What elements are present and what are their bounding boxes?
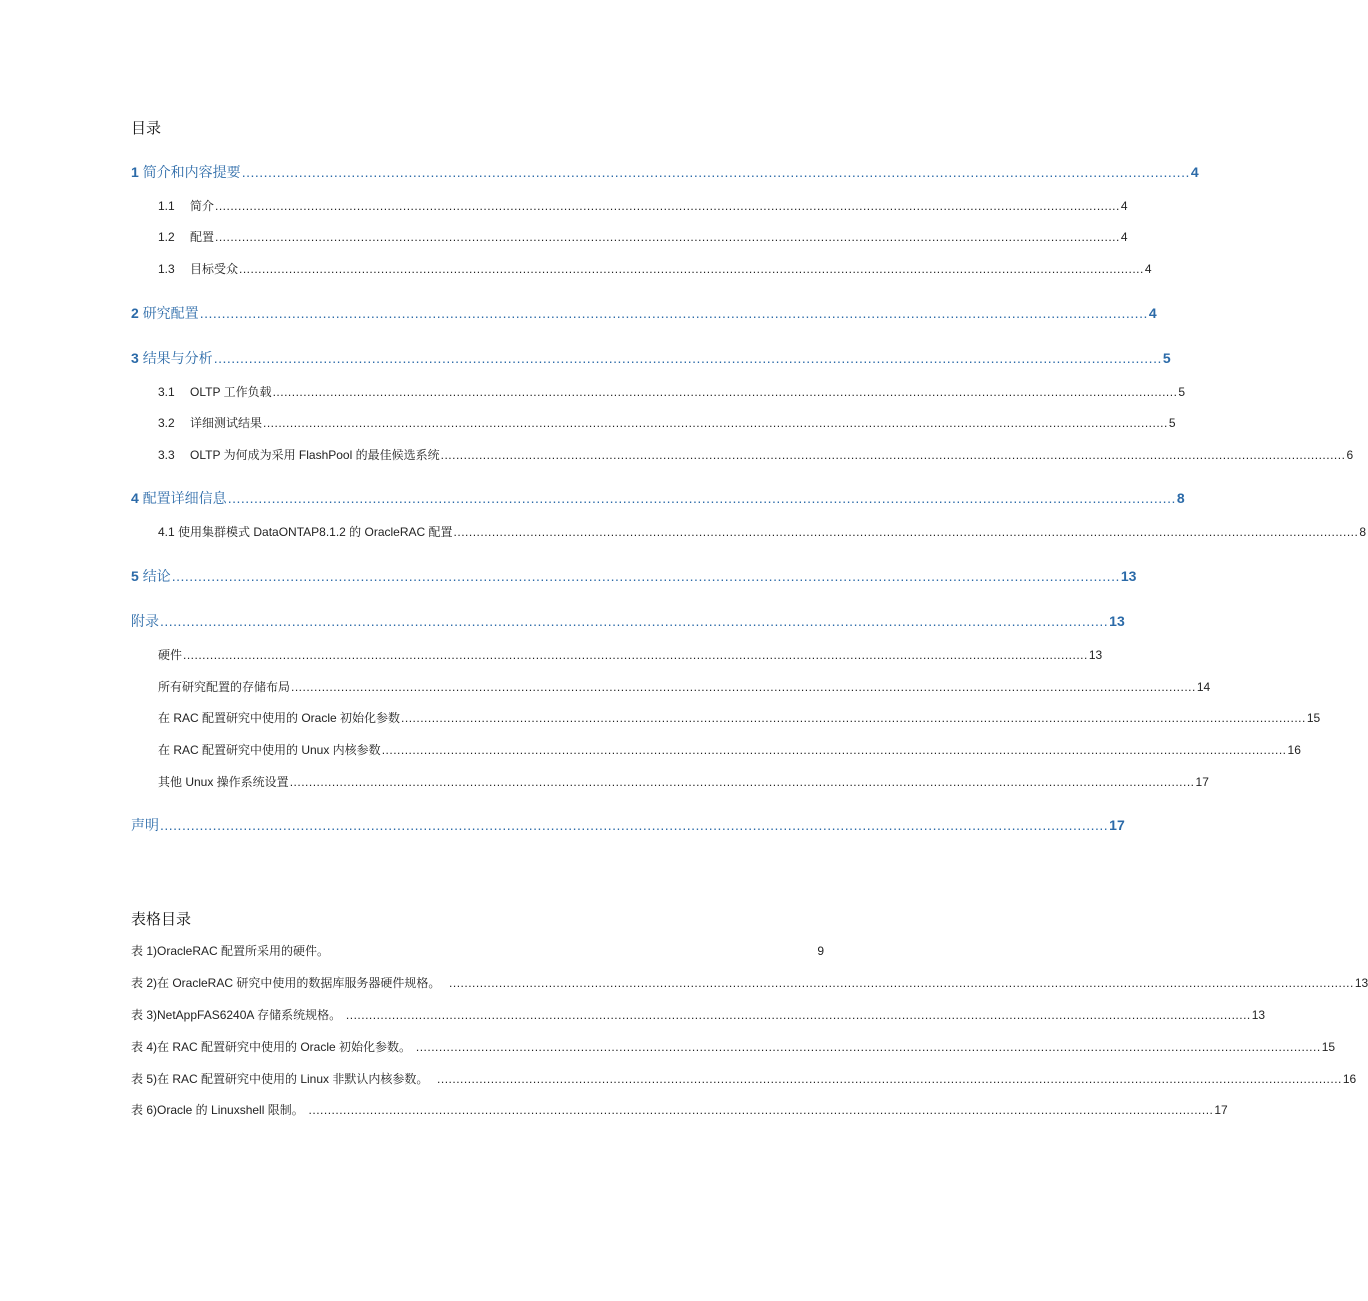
- toc-leader-dots: ........................................................................................................................................................................................................................: [160, 613, 1109, 629]
- toc-leader-dots: ............................................................................................................................................................................................................................................: [412, 1040, 1321, 1054]
- toc-leader-dots: ............................................................................................................................................................................................................................................: [239, 262, 1144, 276]
- toc-entry-label: 5 结论: [131, 568, 171, 584]
- toc-page-number: 5: [1162, 350, 1171, 366]
- toc-leader-dots: ........................................................................................................................................................................................................................: [160, 817, 1109, 833]
- toc-entry-label: 1.1 简介: [158, 199, 215, 213]
- toc-entry-appendix[interactable]: [131, 611, 1125, 631]
- toc-page-number: 13: [1088, 648, 1103, 662]
- toc-entry-1-1[interactable]: [158, 197, 1128, 215]
- toc-entry-appendix-os-settings[interactable]: [158, 773, 1209, 791]
- table-entry-3[interactable]: [131, 1006, 1266, 1024]
- toc-entry-label: 1.2 配置: [158, 230, 215, 244]
- toc-leader-dots: ............................................................................................................................................................................................................................................: [289, 775, 1195, 789]
- toc-entry-label: 声明: [131, 817, 159, 833]
- toc-leader-dots: ............................................................................................................................................................................................................................................: [215, 199, 1120, 213]
- toc-leader-dots: ........................................................................................................................................................................................................................: [171, 568, 1120, 584]
- toc-entry-3-1[interactable]: [158, 383, 1186, 401]
- toc-page-number: 13: [1109, 613, 1125, 629]
- toc-entry-label: 1.3 目标受众: [158, 262, 239, 276]
- toc-entry-label: 3.2 详细测试结果: [158, 416, 263, 430]
- toc-page-number: 5: [1178, 385, 1186, 399]
- table-entry-label: 表 4)在 RAC 配置研究中使用的 Oracle 初始化参数。: [131, 1040, 412, 1054]
- toc-leader-dots: ............................................................................................................................................................................................................................................: [401, 711, 1306, 725]
- toc-page-number: 8: [1359, 525, 1367, 539]
- table-entry-4[interactable]: [131, 1038, 1336, 1056]
- toc-entry-label: 4.1 使用集群模式 DataONTAP8.1.2 的 OracleRAC 配置: [158, 525, 453, 539]
- toc-leader-dots: ............................................................................................................................................................................................................................................: [453, 525, 1359, 539]
- toc-leader-dots: ........................................................................................................................................................................................................................: [227, 490, 1176, 506]
- toc-leader-dots: ........................................................................................................................................................................................................................: [213, 350, 1162, 366]
- toc-entry-label: 硬件: [158, 648, 183, 662]
- toc-page-number: 6: [1346, 448, 1354, 462]
- tables-title: 表格目录: [131, 911, 192, 928]
- toc-entry-section-1[interactable]: [131, 162, 1199, 182]
- toc-leader-dots: ............................................................................................................................................................................................................................................: [183, 648, 1088, 662]
- table-entry-label: 表 6)Oracle 的 Linuxshell 限制。: [131, 1103, 304, 1117]
- table-entry-label: 表 1)OracleRAC 配置所采用的硬件。: [131, 944, 330, 958]
- toc-page-number: 4: [1190, 164, 1199, 180]
- toc-entry-section-4[interactable]: [131, 488, 1185, 508]
- toc-page-number: 17: [1109, 817, 1125, 833]
- toc-page-number: 17: [1195, 775, 1209, 789]
- toc-page-number: 14: [1196, 680, 1211, 694]
- toc-entry-3-2[interactable]: [158, 414, 1176, 432]
- toc-page-number: 8: [1176, 490, 1185, 506]
- toc-entry-section-3[interactable]: [131, 348, 1171, 368]
- toc-entry-label: 1 简介和内容提要: [131, 164, 241, 180]
- toc-leader-dots: ............................................................................................................................................................................................................................................: [272, 385, 1178, 399]
- table-entry-6[interactable]: [131, 1101, 1228, 1119]
- toc-entry-appendix-storage[interactable]: [158, 678, 1211, 696]
- table-page-number: 13: [1251, 1008, 1266, 1022]
- toc-entry-3-3[interactable]: [158, 446, 1354, 464]
- toc-entry-label: 4 配置详细信息: [131, 490, 227, 506]
- toc-leader-dots: ............................................................................................................................................................................................................................................: [441, 976, 1354, 990]
- toc-leader-dots: ............................................................................................................................................................................................................................................: [342, 1008, 1251, 1022]
- toc-leader-dots: ........................................................................................................................................................................................................................: [241, 164, 1190, 180]
- table-page-number: 13: [1354, 976, 1368, 990]
- toc-entry-appendix-kernel-params[interactable]: [158, 741, 1301, 759]
- table-entry-5[interactable]: [131, 1070, 1357, 1088]
- toc-page-number: 4: [1120, 230, 1128, 244]
- toc-leader-dots: ........................................................................................................................................................................................................................: [199, 305, 1148, 321]
- toc-entry-label: 3.3 OLTP 为何成为采用 FlashPool 的最佳候选系统: [158, 448, 440, 462]
- table-page-number: 17: [1214, 1103, 1228, 1117]
- toc-page-number: 15: [1306, 711, 1321, 725]
- toc-entry-4-1[interactable]: [158, 523, 1367, 541]
- toc-entry-label: 3 结果与分析: [131, 350, 213, 366]
- toc-page-number: 13: [1120, 568, 1137, 584]
- toc-entry-label: 3.1 OLTP 工作负载: [158, 385, 272, 399]
- toc-leader-dots: ............................................................................................................................................................................................................................................: [263, 416, 1168, 430]
- toc-page-number: 4: [1120, 199, 1128, 213]
- toc-leader-dots: ............................................................................................................................................................................................................................................: [304, 1103, 1214, 1117]
- table-page-number: 16: [1342, 1072, 1357, 1086]
- table-entry-label: 表 2)在 OracleRAC 研究中使用的数据库服务器硬件规格。: [131, 976, 441, 990]
- toc-leader-dots: ............................................................................................................................................................................................................................................: [291, 680, 1196, 694]
- toc-leader-dots: ............................................................................................................................................................................................................................................: [215, 230, 1120, 244]
- toc-entry-appendix-oracle-params[interactable]: [158, 709, 1321, 727]
- table-entry-2[interactable]: [131, 974, 1368, 992]
- toc-entry-section-2[interactable]: [131, 303, 1157, 323]
- toc-entry-label: 附录: [131, 613, 159, 629]
- toc-entry-label: 2 研究配置: [131, 305, 199, 321]
- toc-leader-dots: ............................................................................................................................................................................................................................................: [440, 448, 1346, 462]
- toc-entry-1-2[interactable]: [158, 228, 1128, 246]
- toc-entry-statement[interactable]: [131, 815, 1125, 835]
- toc-entry-label: 在 RAC 配置研究中使用的 Oracle 初始化参数: [158, 711, 401, 725]
- toc-title: 目录: [131, 120, 162, 137]
- toc-entry-section-5[interactable]: [131, 566, 1137, 586]
- toc-leader-dots: ............................................................................................................................................................................................................................................: [381, 743, 1287, 757]
- toc-page-number: 4: [1144, 262, 1152, 276]
- toc-page-number: 5: [1168, 416, 1176, 430]
- toc-leader-dots: ............................................................................................................................................................................................................................................: [429, 1072, 1342, 1086]
- toc-entry-appendix-hardware[interactable]: [158, 646, 1103, 664]
- toc-entry-label: 所有研究配置的存储布局: [158, 680, 291, 694]
- table-entry-label: 表 3)NetAppFAS6240A 存储系统规格。: [131, 1008, 342, 1022]
- table-entry-1[interactable]: [131, 942, 824, 960]
- toc-entry-label: 其他 Unux 操作系统设置: [158, 775, 289, 789]
- table-entry-label: 表 5)在 RAC 配置研究中使用的 Linux 非默认内核参数。: [131, 1072, 429, 1086]
- toc-page-number: 16: [1287, 743, 1301, 757]
- toc-page-number: 4: [1148, 305, 1157, 321]
- toc-entry-label: 在 RAC 配置研究中使用的 Unux 内核参数: [158, 743, 381, 757]
- table-page-number: 15: [1321, 1040, 1336, 1054]
- table-page-number: 9: [817, 944, 824, 958]
- toc-entry-1-3[interactable]: [158, 260, 1152, 278]
